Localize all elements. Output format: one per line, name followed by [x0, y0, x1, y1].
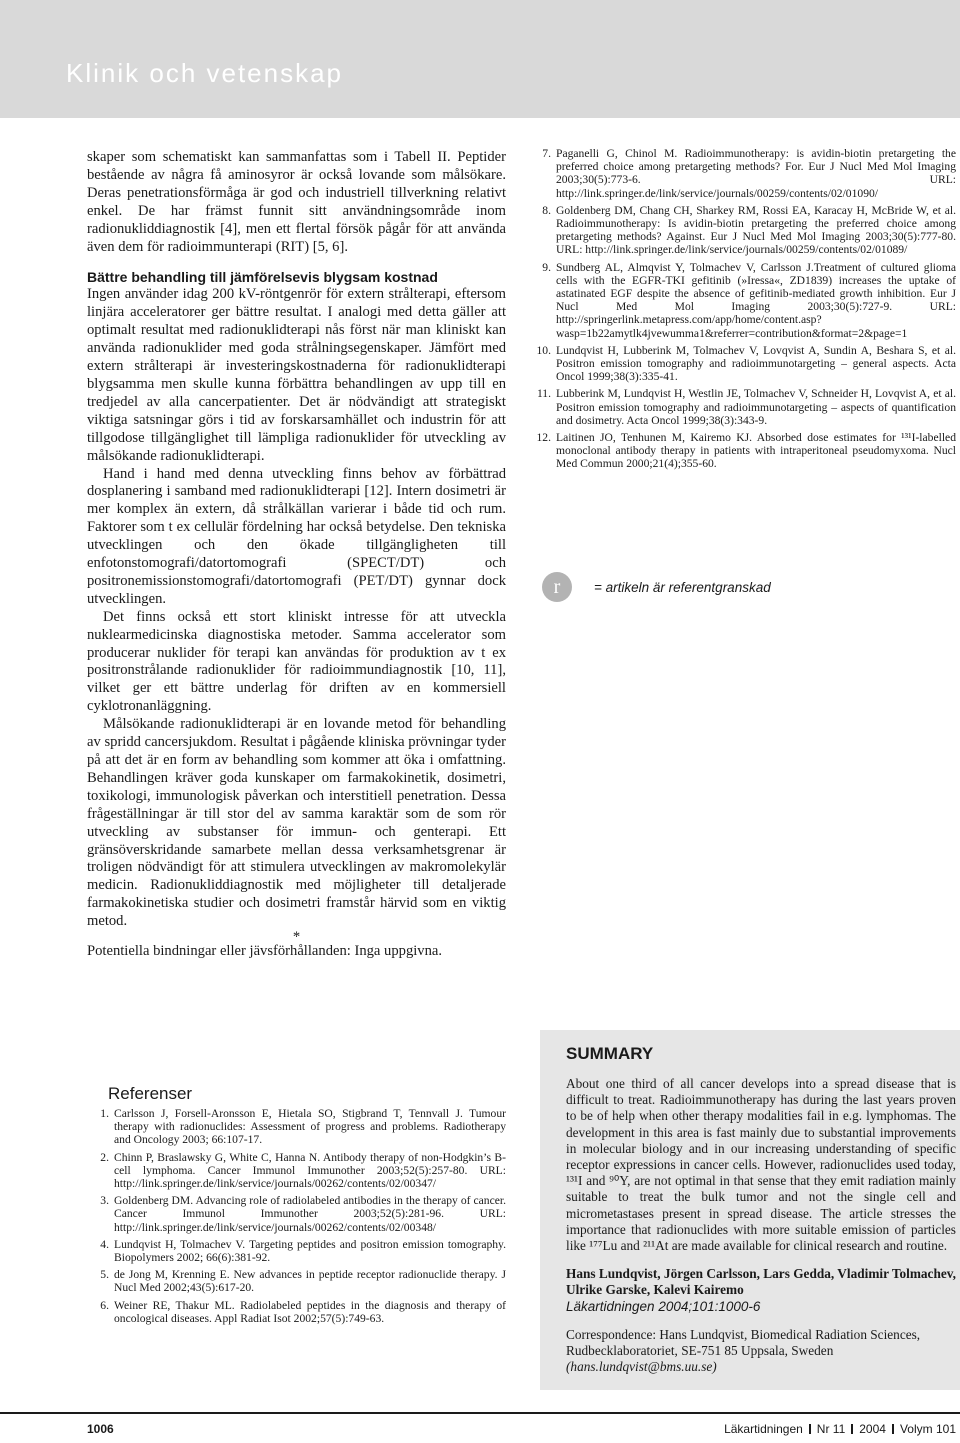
summary-authors: Hans Lundqvist, Jörgen Carlsson, Lars Gedda, Vladimir Tolmachev, Ulrike Garske, Kalevi Kairemo — [566, 1266, 956, 1298]
reference-number: 7. — [542, 147, 551, 160]
volume: Volym 101 — [899, 1422, 956, 1436]
reference-text: Chinn P, Braslawsky G, White C, Hanna N. Antibody therapy of non-Hodgkin’s B-cell lymphoma. Cancer Immunol Immunother 2003;52(5):257-80. URL: http://link.springer.de/link/service/journals/00262/contents/02/00347/ — [114, 1150, 506, 1191]
body-paragraph: skaper som schematiskt kan sammanfattas som i Tabell II. Peptider bestående av några få aminosyror är också lovande som målsökare. Deras penetrationsförmåga är god och industriell tillverkning relativt enkel. De har främst funnit sitt användningsområde inom radionukliddiagnostik [4], men ett flertal försök pågår för att använda även dem för radioimmunterapi (RIT) [5, 6]. — [87, 149, 506, 255]
reference-item — [90, 1268, 506, 1294]
journal-issue-line — [724, 1422, 956, 1436]
journal-name: Läkartidningen — [724, 1422, 803, 1436]
reference-number: 3. — [100, 1194, 109, 1208]
reference-number: 6. — [100, 1298, 109, 1312]
correspondence: Correspondence: Hans Lundqvist, Biomedical Radiation Sciences, Rudbecklaboratoriet, SE-751 85 Uppsala, Sweden — [566, 1326, 921, 1359]
reference-item — [90, 1238, 506, 1264]
reference-item — [90, 1299, 506, 1325]
section-subheading: Bättre behandling till jämförelsevis blygsam kostnad — [87, 269, 438, 286]
reference-item — [532, 204, 956, 257]
reference-number: 2. — [100, 1150, 109, 1164]
reference-text: Lundqvist H, Tolmachev V. Targeting peptides and positron emission tomography. Biopolymers 2002; 66(6):381-92. — [114, 1237, 506, 1265]
reference-item — [532, 261, 956, 340]
reference-item — [90, 1194, 506, 1234]
reference-number: 8. — [542, 203, 551, 217]
reference-number: 5. — [100, 1268, 109, 1282]
reference-text: de Jong M, Krenning E. New advances in peptide receptor radionuclide therapy. J Nucl Med 2002;43(5):617-20. — [114, 1268, 506, 1295]
reference-list-right — [532, 147, 956, 475]
divider — [809, 1424, 811, 1434]
body-paragraph: Målsökande radionuklidterapi är en lovande metod för behandling av spridd cancersjukdom. Resultat i pågående kliniska prövningar tyder på att det är en form av behandling som kommer att öka i omfattning. Behandlingen kräver goda kunskaper om farmakokinetik, dosimetri, toxikologi, immunologisk påverkan och interstitiell penetration. Dessa frågeställningar är till stor del av samma karaktär som de som rör utveckling av substanser för immun- och genterapi. Ett gränsöverskridande samarbete mellan dessa verksamhetsgrenar är troligen nödvändigt för att stimulera utvecklingen av makromolekylär medicin. Radionukliddiagnostik med möjligheter till detaljerade farmakokinetiska studier och dosimetri framstår härvid som en viktig metod. — [87, 716, 506, 930]
summary-citation: Läkartidningen 2004;101:1000-6 — [566, 1298, 761, 1314]
reference-text: Sundberg AL, Almqvist Y, Tolmachev V, Carlsson J.Treatment of cultured glioma cells with the EGFR-TKI gefitinib (»Iressa«, ZD1839) increases the uptake of astatinated EGF despite the absence of gefitinib-mediated growth inhibition. Eur J Nucl Med Mol Imaging 2003;30(5):727-9. URL: http://springerlink.metapress.com/app/home/content.asp?wasp=1b22amytlk4jvewumma1&referrer=contribution&format=2&page=1 — [556, 260, 956, 340]
reference-number: 4. — [100, 1237, 109, 1251]
header-band — [0, 0, 960, 118]
reference-number: 9. — [542, 260, 551, 274]
reference-number: 10. — [536, 343, 551, 357]
summary-text: About one third of all cancer develops into a spread disease that is difficult to treat. Radioimmunotherapy has during the last years proven to be of help when other therapy modalities fail in e.g. lymphomas. The development in this area is fast mainly due to substantial improvements in molecular biology and in our increasing understanding of specific receptor expressions in cancer cells. However, radionuclides used today, ¹³¹I and ⁹⁰Y, are not optimal in that sense that they emit radiation mainly suitable to treat the bulk tumor and not the single cell and micrometastases present in spread disease. The article stresses the importance that radionuclides with more suitable emission of particles like ¹⁷⁷Lu and ²¹¹At are made available for clinical research and routine. — [566, 1076, 956, 1254]
references-title: Referenser — [108, 1084, 193, 1103]
reference-text: Lubberink M, Lundqvist H, Westlin JE, Tolmachev V, Schneider H, Lovqvist A, et al. Positron emission tomography and radioimmunotargeting – aspects of quantification and dosimetry. Acta Oncol 1999;38(3):343-9. — [556, 387, 956, 427]
reference-item — [532, 431, 956, 471]
page-footer — [0, 1422, 960, 1440]
divider — [851, 1424, 853, 1434]
peer-review-badge-icon — [542, 572, 572, 602]
body-paragraph: Det finns också ett stort kliniskt intresse för att utveckla nuklearmedicinska diagnostiska metoder. Samma accelerator som producerar nuklider för terapi kan användas för produktion av t ex positronstrålande radionuklider för radioimmundiagnostik [10, 11], vilket ger ett bättre underlag för driften av en kommersiell cyklotronanläggning. — [87, 608, 506, 715]
peer-review-text: = artikeln är referentgranskad — [594, 579, 771, 595]
summary-title: SUMMARY — [566, 1044, 654, 1063]
summary-body — [566, 1076, 956, 1375]
section-kicker: Klinik och vetenskap — [66, 58, 344, 88]
reference-text: Carlsson J, Forsell-Aronsson E, Hietala SO, Stigbrand T, Tennvall J. Tumour therapy with radionuclides: Assessment of progress and problems. Radiotherapy and Oncology 2003; 66:107-17. — [114, 1107, 506, 1147]
reference-text: Paganelli G, Chinol M. Radioimmunotherapy: is avidin-biotin pretargeting the preferred choice among pretargeting methods? For. Eur J Nucl Med Mol Imaging 2003;30(5):773-6. URL: http://link.springer.de/link/service/journals/00259/contents/02/01090/ — [556, 147, 956, 200]
reference-text: Laitinen JO, Tenhunen M, Kairemo KJ. Absorbed dose estimates for ¹³¹I-labelled monoclonal antibody therapy in patients with intraperitoneal pseudomyxoma. Nucl Med Commun 2000;21(4);355-60. — [556, 431, 956, 471]
footer-rule — [0, 1412, 960, 1414]
reference-item — [90, 1151, 506, 1191]
reference-text: Goldenberg DM. Advancing role of radiolabeled antibodies in the therapy of cancer. Cancer Immunol Immunother 2003;52(5):281-96. URL: http://link.springer.de/link/service/journals/00262/contents/02/00348/ — [114, 1194, 506, 1234]
reference-number: 12. — [536, 431, 551, 445]
correspondence-email[interactable] — [566, 1359, 956, 1375]
page-number: 1006 — [87, 1422, 114, 1436]
peer-review-note — [542, 572, 771, 602]
reference-text: Goldenberg DM, Chang CH, Sharkey RM, Rossi EA, Karacay H, McBride W, et al. Radioimmunotherapy: Is avidin-biotin pretargeting the preferred choice among pretargeting methods? Against. Eur J Nucl Med Mol Imaging 2003;30(5):777-80. URL: http://link.springer.de/link/service/journals/00259/contents/02/01089/ — [556, 203, 956, 257]
reference-item — [532, 387, 956, 427]
issue-year: 2004 — [859, 1422, 886, 1436]
divider — [892, 1424, 894, 1434]
conflict-statement: Potentiella bindningar eller jävsförhållanden: Inga uppgivna. — [87, 943, 443, 960]
summary-box — [540, 1030, 960, 1390]
body-paragraph: Hand i hand med denna utveckling finns behov av förbättrad dosplanering i samband med radionuklidterapi [12]. Intern dosimetri är mer komplex än extern, då strålkällan varierar i både tid och rum. Faktorer som t ex cellulär fördelning har också betydelse. Den tekniska utvecklingen och den ökade tillgängligheten till enfotonstomografi/datortomografi (SPECT/DT) och positronemissionstomografi/datortomografi (PET/DT) gynnar dock utvecklingen. — [87, 465, 506, 607]
reference-item — [532, 344, 956, 384]
body-paragraph: Ingen använder idag 200 kV-röntgenrör för extern strålterapi, eftersom linjära acceleratorer ger bättre resultat. I analogi med detta gäller att optimalt resultat med radionuklidterapi nås först när man kliniskt kan använda radionuklider med goda strålningsegenskaper. Jämfört med extern strålterapi är investeringskostnaderna för radionuklidterapi blygsamma men skulle kunna förbättra behandlingen av upp till en tredjedel av alla cancerpatienter. Det är nödvändigt att strategiskt viktiga satsningar görs i tid av forskarsamhället och industrin för att tillgodose tillgänglighet till lämpliga radionuklider för utveckling av målsökande radionuklidterapi. — [87, 286, 506, 464]
reference-number: 1. — [100, 1107, 109, 1120]
body-column — [87, 149, 506, 961]
section-separator: * — [292, 929, 301, 946]
reference-item — [532, 147, 956, 200]
reference-item — [90, 1107, 506, 1147]
email-text[interactable]: (hans.lundqvist@bms.uu.se) — [566, 1359, 717, 1375]
reference-number: 11. — [536, 387, 551, 401]
reference-text: Weiner RE, Thakur ML. Radiolabeled peptides in the diagnosis and therapy of oncological diseases. Appl Radiat Isot 2002;57(5):749-63. — [114, 1298, 506, 1325]
issue-number: Nr 11 — [816, 1422, 846, 1436]
badge-letter: r — [553, 576, 561, 598]
reference-list-left — [90, 1107, 506, 1329]
reference-text: Lundqvist H, Lubberink M, Tolmachev V, Lovqvist A, Sundin A, Beshara S, et al. Positron emission tomography and radioimmunotargeting – general aspects. Acta Oncol 1999;38(3):335-41. — [556, 343, 956, 384]
